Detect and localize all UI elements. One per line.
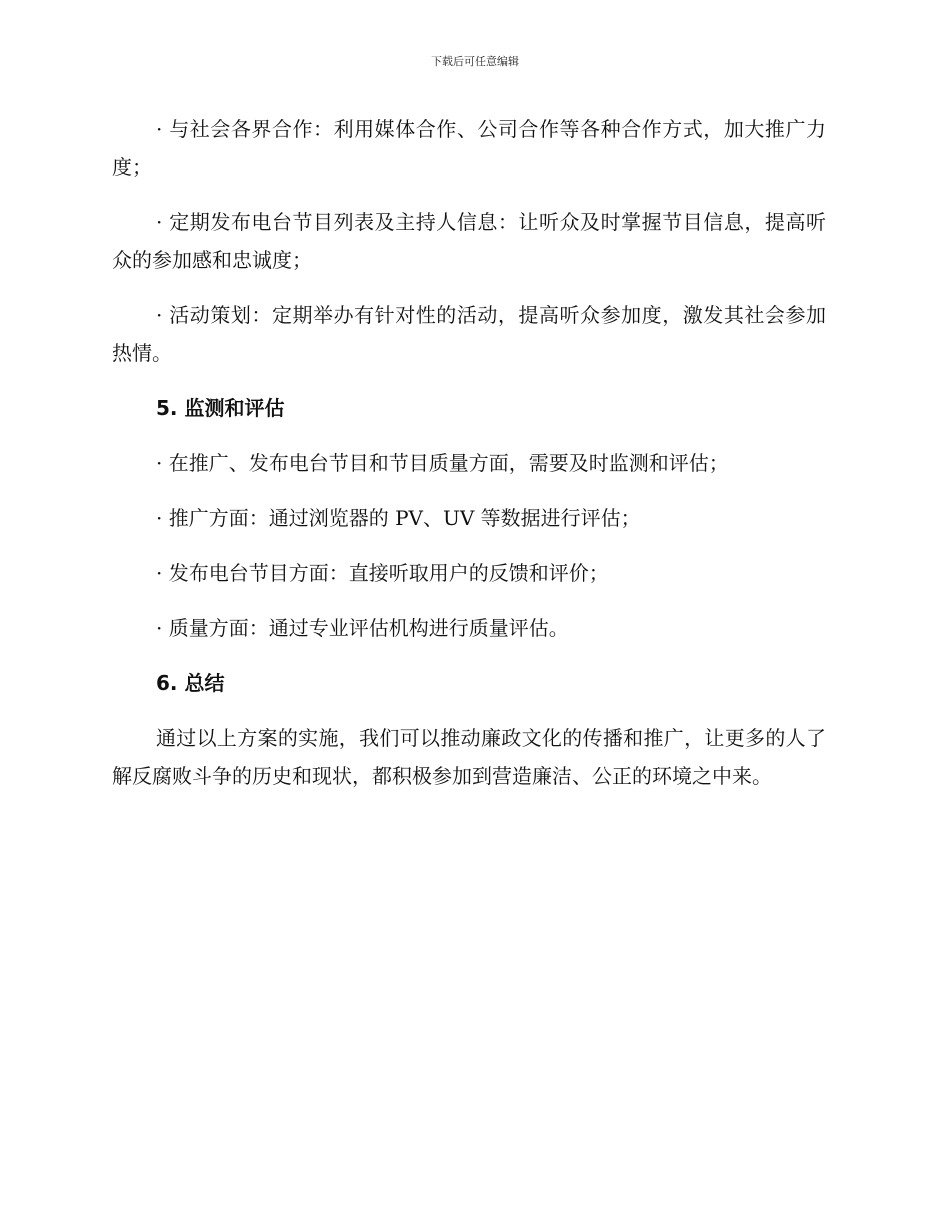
bullet-monitoring-promotion: · 推广方面：通过浏览器的 PV、UV 等数据进行评估； <box>156 506 641 530</box>
bullet-program-schedule: · 定期发布电台节目列表及主持人信息：让听众及时掌握节目信息，提高听众的参加感和忠诚度； <box>112 210 826 272</box>
bullet-monitoring-feedback: · 发布电台节目方面：直接听取用户的反馈和评价； <box>156 561 609 585</box>
bullet-media-cooperation: · 与社会各界合作：利用媒体合作、公司合作等各种合作方式，加大推广力度； <box>112 117 826 179</box>
page-header: 下载后可任意编辑 <box>431 55 519 68</box>
section-heading-summary: 6. 总结 <box>156 671 225 695</box>
section-heading-monitoring: 5. 监测和评估 <box>156 396 285 420</box>
bullet-monitoring-quality: · 质量方面：通过专业评估机构进行质量评估。 <box>156 616 569 640</box>
bullet-event-planning: · 活动策划：定期举办有针对性的活动，提高听众参加度，激发其社会参加热情。 <box>112 303 826 365</box>
document-body <box>112 110 826 795</box>
bullet-monitoring-general: · 在推广、发布电台节目和节目质量方面，需要及时监测和评估； <box>156 451 729 475</box>
summary-paragraph: 通过以上方案的实施，我们可以推动廉政文化的传播和推广，让更多的人了解反腐败斗争的历史和现状，都积极参加到营造廉洁、公正的环境之中来。 <box>112 726 826 788</box>
